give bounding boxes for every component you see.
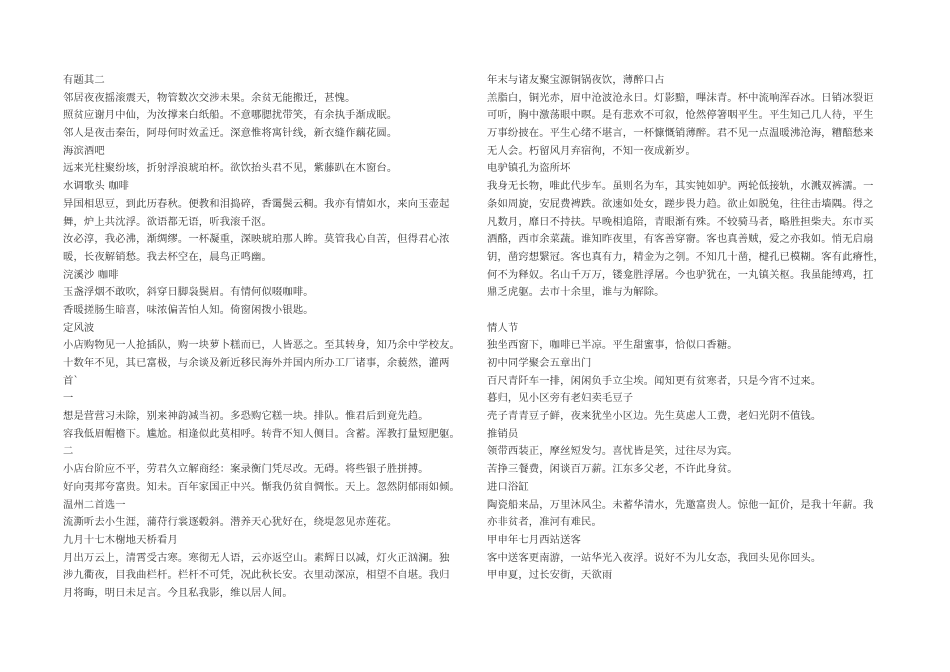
text-line: 小店购物见一人抢插队，购一块萝卜糕而已，人皆恶之。至其转身，知乃余中学校友。: [63, 339, 460, 352]
text-line: 十数年不见，其已富极，与余谈及新近移民海外并国内所办工厂诸事，余藐然，灌两: [63, 357, 450, 369]
text-line: 甲申年七月西站送客: [487, 533, 582, 546]
text-line: 鼎乏虎躯。去市十余里，谁与为解除。: [487, 286, 665, 299]
text-line: 二: [63, 445, 74, 458]
text-line: 甲申夏，过长安街，天欲雨: [487, 569, 613, 582]
text-line: 电驴镇孔为盗所坏: [487, 162, 571, 175]
text-line: 月出万云上，清霄受古寒。寒彻无人语，云亦返空山。素辉日以减，灯火正汹澜。独: [63, 551, 450, 564]
text-line: 客中送客更南游，一站华光入夜浮。说好不为儿女态，我回头见你回头。: [487, 551, 822, 564]
text-line: 我身无长物，唯此代步车。虽则名为车，其实钝如驴。两轮低接轨，水溅双裤濡。一: [487, 180, 874, 193]
text-line: 酒酪，西市余菜蔬。谁知昨夜里，有客善穿窬。客也真善贼，爱之亦我如。悄无启扇: [487, 233, 874, 246]
text-line: 独坐西窗下，咖啡已半凉。平生甜蜜事，恰似口香糖。: [487, 339, 738, 352]
text-line: 一: [63, 392, 74, 405]
text-line: 推销员: [487, 427, 519, 440]
text-line: 有题其二: [63, 74, 105, 86]
text-line: 陶瓷船来品，万里沐风尘。未蓄华清水，先邀富贵人。惊他一缸价，是我十年薪。我: [487, 498, 874, 511]
text-line: 流澌听去小生涯，蒲苻行裳逐毂斜。潜养天心犹好在，绕堤忽见赤莲花。: [63, 516, 398, 529]
text-line: 壳子青青豆子鲜，夜来犹坐小区边。先生莫虑人工费，老妇光阴不值钱。: [487, 410, 822, 423]
text-line: 苦挣三餐费，闲谈百万薪。江东多父老，不许此身贫。: [487, 463, 738, 476]
text-line: 凡数月，靡日不持扶。早晚相追陪，青眼渐有殊。不较骑马者，略胜担柴夫。东市买: [487, 215, 874, 228]
text-line: 暮归，见小区旁有老妇卖毛豆子: [487, 392, 634, 405]
text-line: 水调歌头 咖啡: [63, 180, 130, 193]
text-line: 远来光柱聚纷垓，折射浮浪琥珀杯。欲饮抬头君不见，紫藤趴在木窗台。: [63, 162, 398, 175]
text-line: 异国相思豆，到此历春秋。便教和泪捣碎，香霭鬓云稠。我亦有情如水，来向玉壶起: [63, 197, 450, 210]
text-line: 可听，胸中激荡眼中暝。是有悲欢不可叙，怆然停箸咽平生。平生知己几人待，平生: [487, 109, 874, 122]
text-line: 好向夷邦夸富贵。知未。百年家国正中兴。惭我仍贫自惆怅。天上。忽然阴郁雨如倾。: [63, 480, 460, 493]
text-line: 小店台阶应不平，劳君久立解商经：案录衡门凭尽改。无碍。将些银子胜拼搏。: [63, 463, 429, 476]
text-line: 何不为释奴。名山千万万，镂龛胜浮屠。今也驴犹在，一丸镇关枢。我虽能缚鸡，扛: [487, 268, 874, 281]
text-line: 香暖搓肠生暗喜，味浓偏苦怕人知。倚窗闲拨小银匙。: [63, 303, 314, 316]
text-line: 年末与诸友聚宝源铜锅夜饮，薄醉口占: [487, 74, 665, 86]
left-text-column: [63, 72, 460, 603]
text-line: 钥，凿窍想繄冠。客也真有力，精金为之刳。不知几十凿，楗孔已模糊。客有此瘠性，: [487, 250, 884, 263]
text-line: 条如周旋，安屁费裨跌。欲速如处女，蹉步畏力趋。欲止如脱兔，往往击墙隅。得之: [487, 197, 874, 210]
text-line: 无人会。朽留风月弃宿徇，不知一夜成新岁。: [487, 144, 696, 157]
text-line: 羔脂白，铜光赤，眉中沧波沧永日。灯影黯，嗶沫青。杯中流响浑吞冰。日销冰裂讵: [487, 91, 874, 104]
text-line: 照贫应谢月中仙，为汝撑来白纸船。不意哪腮扰带笑，有余执手渐成眠。: [63, 109, 398, 122]
text-line: 邻居夜夜摇滚震天，物管数次交涉未果。余贫无能搬迁，甚愧。: [63, 91, 356, 104]
text-line: 玉盏浮烟不敢吹，斜穿日脚袅鬓眉。有情何似啜咖啡。: [63, 286, 314, 299]
text-line: 舞，炉上共沈浮。欲语都无语，听我滚千沤。: [63, 215, 272, 228]
text-line: 万事纷披在。平生心绪不堪言，一杯慷慨销薄醉。君不见一点温暖沸沧海，糟醅愁来: [487, 127, 874, 140]
text-line: 月将晦，明日未足言。今且私我影，维以居人间。: [63, 586, 293, 599]
text-line: 温州二首选一: [63, 498, 126, 511]
right-text-column: [487, 72, 884, 585]
text-line: 进口浴缸: [487, 480, 529, 493]
text-line: [487, 302, 837, 320]
text-line: 邻人是夜击秦缶，阿母何时效孟迁。深意惟将寓针线，新衣缝作藕花圆。: [63, 127, 398, 140]
text-line: 首`: [63, 374, 79, 387]
text-line: 海滨酒吧: [63, 144, 105, 157]
text-line: 百尺青阡车一排，闲闲负手立尘埃。闻知更有贫寒者，只是今宵不过来。: [487, 374, 822, 387]
text-line: 情人节: [487, 321, 519, 334]
text-line: 暖，长夜解销愁。我去杯空在，晨鸟正鸣幽。: [63, 250, 272, 263]
text-line: 浣溪沙 咖啡: [63, 268, 119, 281]
text-line: 亦非贫者，准河有难民。: [487, 516, 602, 529]
text-line: 九月十七木榭地天桥看月: [63, 533, 178, 546]
text-line: 领带西装正，摩丝短发匀。喜忧皆是笑，过往尽为宾。: [487, 445, 738, 458]
text-line: 容我低眉帽檐下。尴尬。相逢似此莫相呼。转背不知人侧目。含蓄。浑教打量短肥躯。: [63, 427, 460, 440]
text-line: 定风波: [63, 321, 95, 334]
text-line: 涉九衢夜，目我曲栏杆。栏杆不可凭，况此秋长安。衣里动深凉，相望不自堪。我归: [63, 569, 450, 582]
text-line: 汝必淳，我必沸，渐绸缪。一杯凝重，深映琥珀那人眸。莫管我心自苦，但得君心浓: [63, 233, 450, 246]
text-line: 初中同学聚会五章出门: [487, 357, 592, 369]
text-line: 想是营营习未除，别来神韵减当初。多恐购它糕一块。排队。惟君后到竟先趋。: [63, 410, 429, 423]
